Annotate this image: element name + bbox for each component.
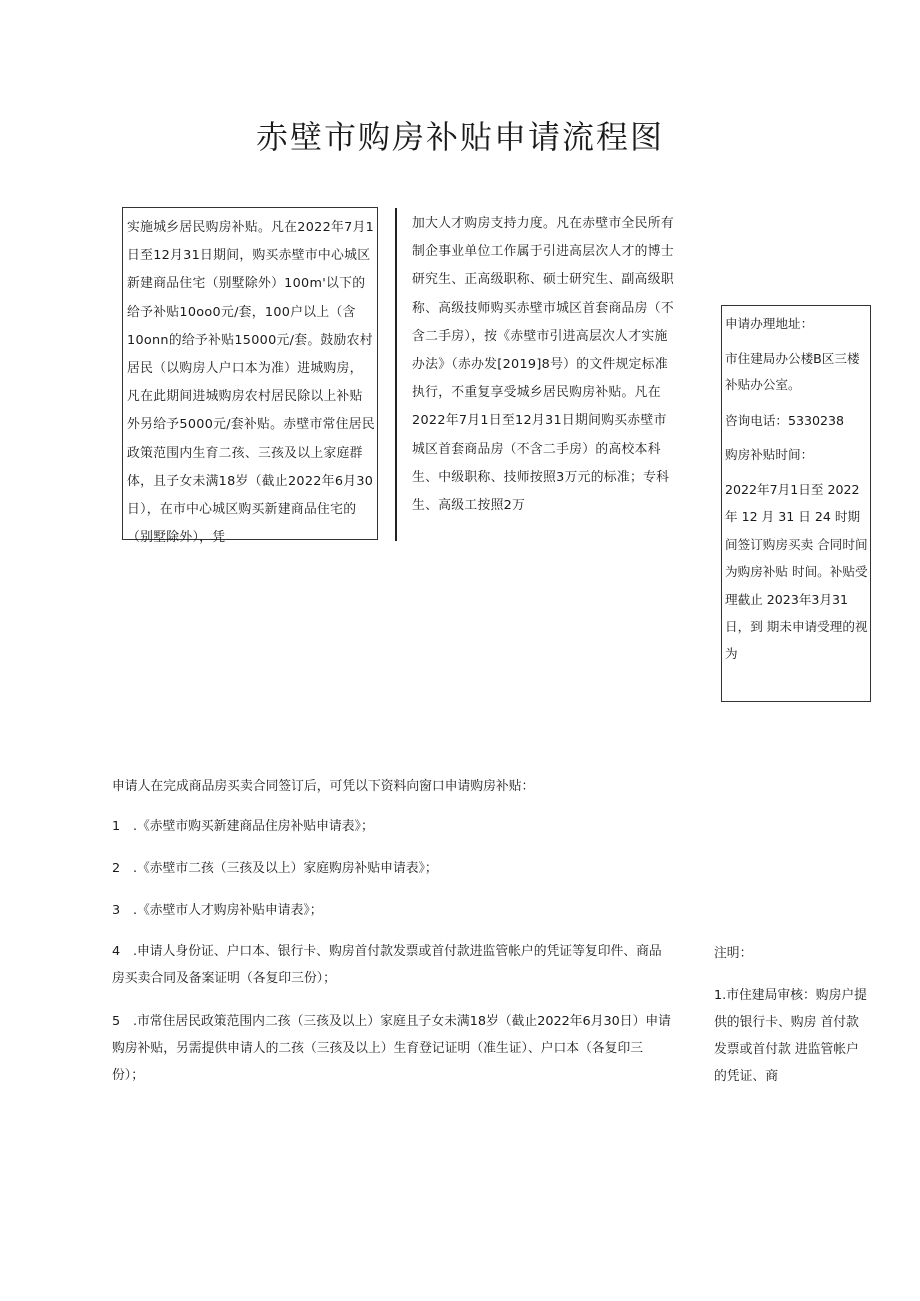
note-heading: 注明： bbox=[714, 946, 753, 961]
list-item: 3 .《赤壁市人才购房补贴申请表》； bbox=[112, 903, 323, 918]
address-text: 市住建局办公楼B区三楼补贴办公室。 bbox=[725, 351, 860, 392]
list-item: 4 .申请人身份证、户口本、银行卡、购房首付款发票或首付款进监管帐户的凭证等复印件、商品房买卖合同及备案证明（各复印三份）； bbox=[112, 944, 662, 986]
talent-subsidy-text: 加大人才购房支持力度。凡在赤壁市全民所有制企事业单位工作属于引进高层次人才的博士研究生、正高级职称、硕士研究生、副高级职称、高级技师购买赤壁市城区首套商品房（不含二手房），按《赤壁市引进高层次人才实施办法》（赤办发[2019]8号）的文件规定标准执行，不重复享受城乡居民购房补贴。凡在2022年7月1日至12月31日期间购买赤壁市城区首套商品房（不含二手房）的高校本科生、中级职称、技师按照3万元的标准；专科生、高级工按照2万 bbox=[412, 216, 674, 514]
phone-text: 咨询电话：5330238 bbox=[725, 413, 845, 428]
application-info-box bbox=[721, 305, 871, 702]
materials-intro: 申请人在完成商品房买卖合同签订后，可凭以下资料向窗口申请购房补贴： bbox=[112, 779, 535, 794]
time-label: 购房补贴时间： bbox=[725, 447, 814, 462]
note-text: 1.市住建局审核：购房户提供的银行卡、购房 首付款发票或首付款 进监管帐户的凭证、商 bbox=[714, 988, 867, 1084]
time-text: 2022年7月1日至 2022年 12 月 31 日 24 时期间签订购房买卖 合同时间为购房补贴 时间。补贴受理截止 2023年3月31日，到 期未申请受理的视为 bbox=[725, 482, 868, 662]
list-item: 5 .市常住居民政策范围内二孩（三孩及以上）家庭且子女未满18岁（截止2022年6月30日）申请购房补贴，另需提供申请人的二孩（三孩及以上）生育登记证明（准生证）、户口本（各复印三份）； bbox=[112, 1014, 671, 1083]
list-item: 2 .《赤壁市二孩（三孩及以上）家庭购房补贴申请表》； bbox=[112, 861, 438, 876]
resident-subsidy-box bbox=[122, 207, 378, 546]
list-item: 1 .《赤壁市购买新建商品住房补贴申请表》； bbox=[112, 819, 374, 834]
address-label: 申请办理地址： bbox=[725, 316, 814, 331]
page-title: 赤壁市购房补贴申请流程图 bbox=[255, 118, 664, 156]
resident-subsidy-text: 实施城乡居民购房补贴。凡在2022年7月1日至12月31日期间，购买赤壁市中心城区新建商品住宅（别墅除外）100m'以下的给予补贴10oo0元/套，100户以上（含10onn的给予补贴15000元/套。鼓励农村居民（以购房人户口本为准）进城购房，凡在此期间进城购房农村居民除以上补贴外另给予5000元/套补贴。赤壁市常住居民政策范围内生育二孩、三孩及以上家庭群体，且子女未满18岁（截止2022年6月30日），在市中心城区购买新建商品住宅的（别墅除外），凭 bbox=[127, 220, 375, 546]
divider-line bbox=[395, 208, 397, 541]
